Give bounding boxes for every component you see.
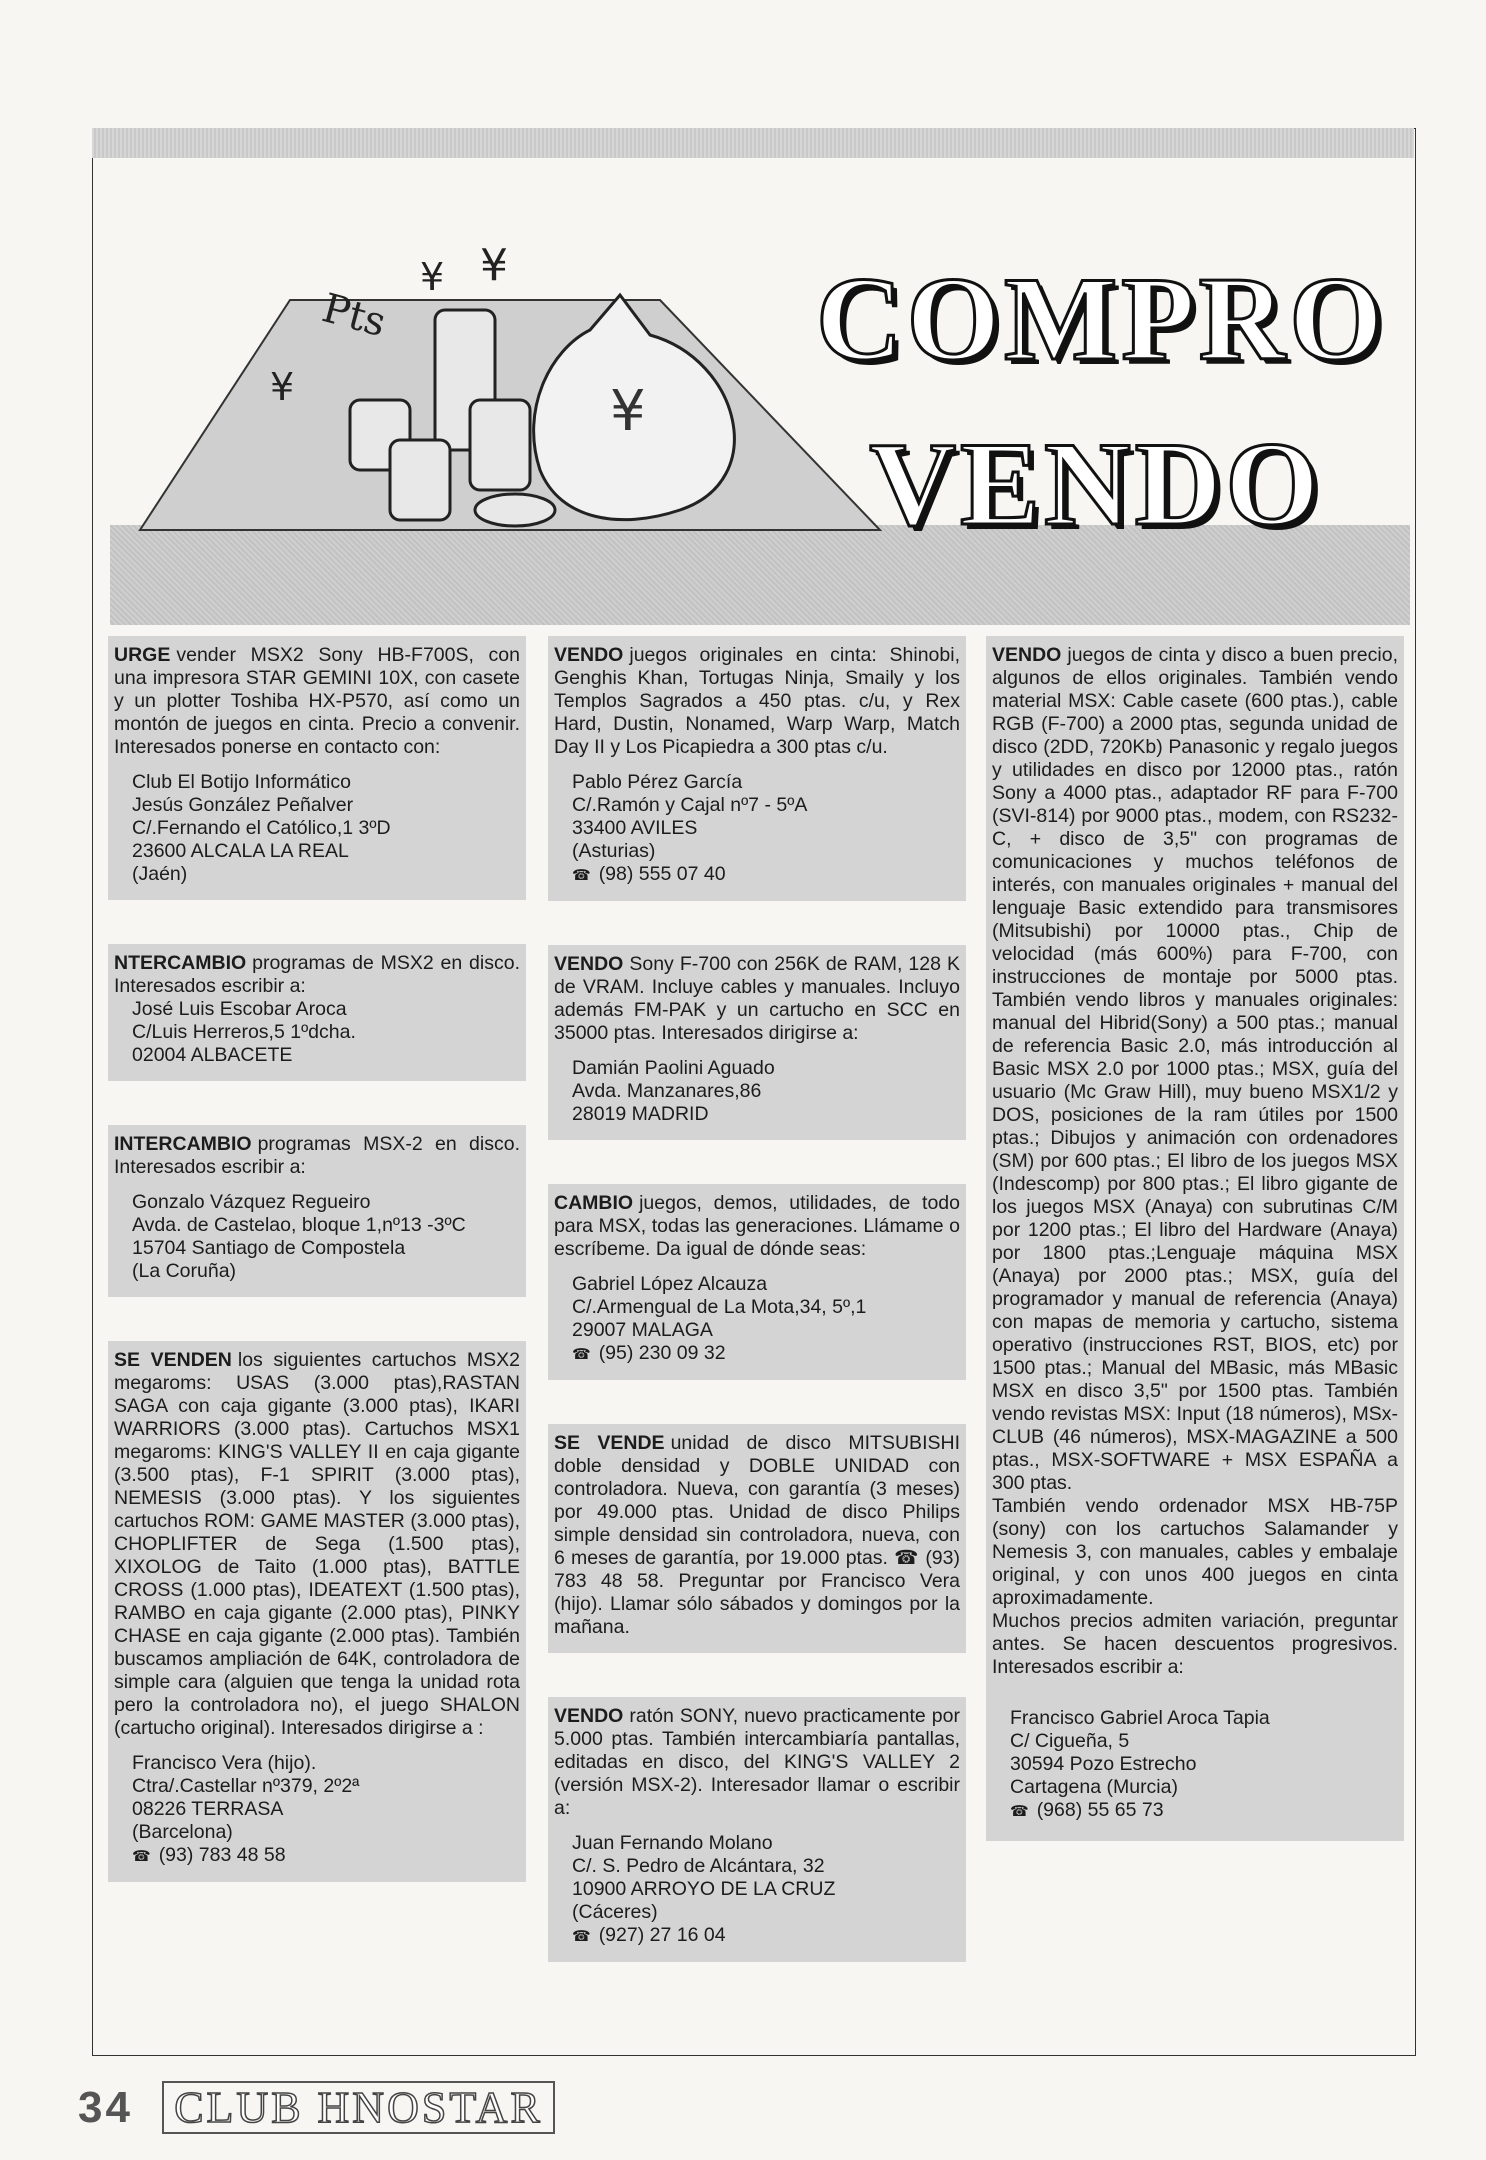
ad-body: juegos de cinta y disco a buen precio, algunos de ellos originales. También vendo material MSX: Cable casete (600 ptas.), cable RGB (F-700) a 2000 ptas, segunda unidad de disco (2DD, 720Kb) Panasonic y regalo juegos y utilidades en disco por 12000 ptas., ratón Sony a 4000 ptas., adaptador RF para F-700 (SVI-814) por 9000 ptas., modem, con RS232-C, + disco de 3,5" con programas de comunicaciones y muchos teléfonos de interés, con manuales originales + manual del lenguaje Basic extendido para transmisores (Mitsubishi) por 10000 ptas., Chip de velocidad (más 600%) para F-700, con instrucciones de montaje por 5000 ptas. También vendo libros y manuales originales: manual del Hibrid(Sony) a 500 ptas.; manual de referencia Basic 2.0, más introducción al Basic MSX 2.0 por 1000 ptas.; MSX, guía del usuario (Mc Graw Hill), muy bueno MSX1/2 y DOS, posiciones de la ram útiles por 1500 ptas.; Dibujos y animación con ordenadores (SM) por 600 ptas.; El libro de los juegos MSX (Indescomp) por 800 ptas.; El libro gigante de los juegos MSX (Anaya) con subrutinas C/M por 1200 ptas.; El libro del Hardware (Anaya) por 1800 ptas.;Lenguaje máquina MSX (Anaya) por 2000 ptas.; MSX, guía del programador y manual de referencia (Anaya) con mapas de memoria y cartucho, sistema operativo (instrucciones RST, BIOS, etc) por 1500 ptas.; Manual del MBasic, más MBasic MSX en disco 3,5" por 1500 ptas. También vendo revistas MSX: Input (18 números), MSx-CLUB (46 números), MSX-MAGAZINE a 500 ptas., MSX-SOFTWARE + MSX ESPAÑA a 300 ptas. [992, 644, 1398, 1494]
phone-number: (95) 230 09 32 [598, 1342, 726, 1364]
ad-keyword: VENDO [554, 953, 624, 975]
ad-address [114, 1191, 520, 1283]
address-line: 15704 Santiago de Compostela [132, 1237, 406, 1259]
telephone-icon: ☎ [132, 1848, 151, 1865]
ad-address [554, 1273, 960, 1366]
ad-body-extra: También vendo ordenador MSX HB-75P (sony) con los cartuchos Salamander y Nemesis 3, con manuales, cables y embalaje original, y con unos 400 juegos en cinta aproximadamente. [992, 1495, 1398, 1609]
money-illustration [120, 240, 920, 560]
address-line: Gabriel López Alcauza [572, 1273, 768, 1295]
ad-keyword: VENDO [992, 644, 1062, 666]
column-1 [108, 636, 526, 1926]
ad-address [114, 1752, 520, 1868]
ad-body: unidad de disco MITSUBISHI doble densidad y DOBLE UNIDAD con controladora. Nueva, con garantía (3 meses) por 49.000 ptas. Unidad de disco Philips simple densidad sin controladora, nueva, con 6 meses de garantía, por 19.000 ptas. ☎ (93) 783 48 58. Preguntar por Francisco Vera (hijo). Llamar sólo sábados y domingos por la mañana. [554, 1432, 960, 1638]
address-line: Damián Paolini Aguado [572, 1057, 775, 1079]
address-line: Cartagena (Murcia) [1010, 1776, 1178, 1798]
ad-keyword: VENDO [554, 644, 624, 666]
ad-address [992, 1707, 1398, 1823]
title-vendo: VENDO [869, 417, 1323, 550]
classified-ad [548, 1424, 966, 1653]
address-line: Jesús González Peñalver [132, 794, 354, 816]
address-line: C/.Ramón y Cajal nº7 - 5ºA [572, 794, 808, 816]
ad-body: Sony F-700 con 256K de RAM, 128 K de VRAM. Incluye cables y manuales. Incluyo además FM-PAK y un cartucho en SCC en 35000 ptas. Interesados dirigirse a: [554, 953, 960, 1044]
telephone-icon: ☎ [572, 1928, 591, 1945]
ad-body: programas MSX-2 en disco. Interesados escribir a: [114, 1133, 520, 1178]
page-footer [78, 2082, 555, 2133]
address-line: 10900 ARROYO DE LA CRUZ [572, 1878, 836, 1900]
ad-body: vender MSX2 Sony HB-F700S, con una impresora STAR GEMINI 10X, con casete y un plotter Toshiba HX-P570, así como un montón de juegos en cinta. Precio a convenir. Interesados ponerse en contacto con: [114, 644, 520, 758]
address-line: 30594 Pozo Estrecho [1010, 1753, 1197, 1775]
yen-symbol: ¥ [480, 240, 508, 291]
telephone-icon: ☎ [572, 1346, 591, 1363]
address-line: 28019 MADRID [572, 1103, 709, 1125]
classified-ad [108, 1341, 526, 1882]
address-line: 29007 MALAGA [572, 1319, 713, 1341]
yen-symbol: ¥ [270, 365, 295, 409]
title-compro: COMPRO [816, 252, 1387, 385]
address-line: 33400 AVILES [572, 817, 698, 839]
ad-address [114, 998, 520, 1067]
ad-phone [572, 1924, 960, 1948]
ad-body: programas de MSX2 en disco. Interesados escribir a: [114, 952, 520, 997]
phone-number: (968) 55 65 73 [1036, 1799, 1164, 1821]
address-line: Pablo Pérez García [572, 771, 743, 793]
address-line: C/.Fernando el Católico,1 3ºD [132, 817, 391, 839]
address-line: 23600 ALCALA LA REAL [132, 840, 349, 862]
page-number: 34 [78, 2083, 133, 2132]
bag-yen-symbol: ¥ [610, 379, 646, 444]
classified-ad [108, 636, 526, 900]
ad-phone [572, 863, 960, 887]
ad-phone [132, 1844, 520, 1868]
ad-keyword: SE VENDE [554, 1432, 665, 1454]
address-line: (Barcelona) [132, 1821, 233, 1843]
address-line: C/. S. Pedro de Alcántara, 32 [572, 1855, 825, 1877]
address-line: 08226 TERRASA [132, 1798, 284, 1820]
column-2 [548, 636, 966, 2006]
telephone-icon: ☎ [1010, 1803, 1029, 1820]
ad-address [114, 771, 520, 886]
ad-body: juegos originales en cinta: Shinobi, Genghis Khan, Tortugas Ninja, Smaily y los Templos Sagrados a 450 ptas. c/u, y Rex Hard, Dustin, Nonamed, Warp Warp, Match Day II y Los Picapiedra a 300 ptas c/u. [554, 644, 960, 758]
classified-ad [108, 1125, 526, 1297]
ad-body: ratón SONY, nuevo practicamente por 5.000 ptas. También intercambiaría pantallas, editadas en disco, del KING'S VALLEY 2 (versión MSX-2). Interesador llamar o escribir a: [554, 1705, 960, 1819]
address-line: (Cáceres) [572, 1901, 658, 1923]
address-line: 02004 ALBACETE [132, 1044, 293, 1066]
ad-phone [572, 1342, 960, 1366]
classified-ad [548, 1697, 966, 1962]
ad-keyword: CAMBIO [554, 1192, 634, 1214]
ad-keyword: VENDO [554, 1705, 624, 1727]
address-line: (Jaén) [132, 863, 188, 885]
telephone-icon: ☎ [572, 867, 591, 884]
ad-address [554, 771, 960, 887]
phone-number: (98) 555 07 40 [598, 863, 726, 885]
ad-body: juegos, demos, utilidades, de todo para MSX, todas las generaciones. Llámame o escríbeme. Da igual de dónde seas: [554, 1192, 960, 1260]
ad-address [554, 1057, 960, 1126]
address-line: Juan Fernando Molano [572, 1832, 773, 1854]
column-3 [986, 636, 1404, 1885]
magazine-logo: CLUB HNOSTAR [162, 2081, 555, 2134]
address-line: Ctra/.Castellar nº379, 2º2ª [132, 1775, 360, 1797]
ad-body-extra: Muchos precios admiten variación, preguntar antes. Se hacen descuentos progresivos. Interesados escribir a: [992, 1610, 1398, 1678]
ad-keyword: URGE [114, 644, 171, 666]
ad-keyword: NTERCAMBIO [114, 952, 247, 974]
classified-ad [548, 945, 966, 1140]
classified-ad [548, 1184, 966, 1380]
address-line: C/.Armengual de La Mota,34, 5º,1 [572, 1296, 867, 1318]
phone-number: (93) 783 48 58 [158, 1844, 286, 1866]
address-line: Avda. Manzanares,86 [572, 1080, 762, 1102]
phone-number: (927) 27 16 04 [598, 1924, 726, 1946]
ad-body: los siguientes cartuchos MSX2 megaroms: USAS (3.000 ptas),RASTAN SAGA con caja gigante (3.000 ptas), IKARI WARRIORS (3.000 ptas). Cartuchos MSX1 megaroms: KING'S VALLEY II en caja gigante (3.500 ptas), F-1 SPIRIT (3.000 ptas), NEMESIS (3.000 ptas). Y los siguientes cartuchos ROM: GAME MASTER (3.000 ptas), CHOPLIFTER de Sega (1.500 ptas), XIXOLOG de Taito (1.000 ptas), BATTLE CROSS (1.000 ptas), IDEATEXT (1.500 ptas), RAMBO en caja gigante (2.000 ptas), PINKY CHASE en caja gigante (2.000 ptas). También buscamos ampliación de 64K, controladora de simple cara (alguien que tenga la unidad rota pero la controladora no), el juego SHALON (cartucho original). Interesados dirigirse a : [114, 1349, 520, 1739]
address-line: Avda. de Castelao, bloque 1,nº13 -3ºC [132, 1214, 466, 1236]
address-line: (La Coruña) [132, 1260, 237, 1282]
address-line: C/ Cigueña, 5 [1010, 1730, 1130, 1752]
ad-phone [1010, 1799, 1398, 1823]
address-line: Francisco Vera (hijo). [132, 1752, 317, 1774]
pts-label: Pts [317, 285, 391, 347]
ad-address [554, 1832, 960, 1948]
top-band [92, 128, 1414, 158]
address-line: Francisco Gabriel Aroca Tapia [1010, 1707, 1270, 1729]
yen-symbol: ¥ [420, 255, 445, 299]
address-line: José Luis Escobar Aroca [132, 998, 347, 1020]
address-line: (Asturias) [572, 840, 656, 862]
address-line: Gonzalo Vázquez Regueiro [132, 1191, 371, 1213]
address-line: Club El Botijo Informático [132, 771, 351, 793]
ad-keyword: INTERCAMBIO [114, 1133, 252, 1155]
classified-ad [548, 636, 966, 901]
classified-ad [986, 636, 1404, 1841]
address-line: C/Luis Herreros,5 1ºdcha. [132, 1021, 356, 1043]
classified-ad [108, 944, 526, 1081]
ad-keyword: SE VENDEN [114, 1349, 232, 1371]
